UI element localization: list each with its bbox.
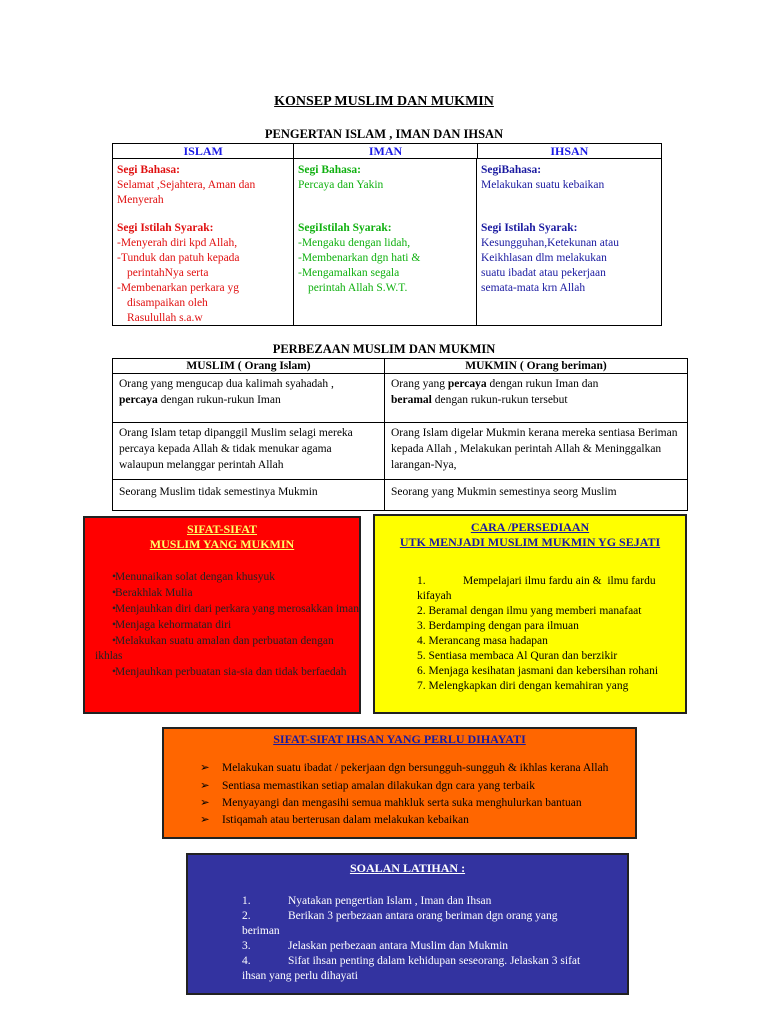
cell-text: dengan rukun Iman dan [486,378,599,390]
list-item: 3. Jelaskan perbezaan antara Muslim dan Mukmin [242,940,509,952]
soalan-latihan-box [186,853,629,995]
arrow-bullet-icon: ➢ [200,797,210,809]
cell-text: Orang yang [391,378,448,390]
iman-istilah-label: SegiIstilah Syarak: [298,222,392,234]
islam-bahasa-label: Segi Bahasa: [117,164,180,176]
table-row [113,423,687,480]
list-item: ➢ Menyayangi dan mengasihi semua mahkluk serta suka menghulurkan bantuan [200,797,582,809]
iman-istilah-line: -Mengaku dengan lidah, [298,237,411,249]
islam-istilah-line: Rasulullah s.a.w [127,312,203,324]
islam-bahasa-text: Selamat ,Sejahtera, Aman dan Menyerah [117,179,256,206]
list-item: 4. Sifat ihsan penting dalam kehidupan seseorang. Jelaskan 3 sifat ihsan yang perlu dihayati [242,955,581,982]
sifat-box-heading: MUSLIM YANG MUKMIN [149,537,295,551]
ihsan-istilah-line: semata-mata krn Allah [481,282,586,294]
pengertian-table-header [113,144,661,159]
islam-istilah-line: disampaikan oleh [127,297,208,309]
list-item: 3. Berdamping dengan para ilmuan [417,620,579,632]
table-row [113,480,687,510]
header-iman: IMAN [294,144,477,158]
cell-text-bold: percaya [119,394,158,406]
table-cell [385,374,687,422]
ihsan-list [164,761,635,828]
islam-istilah-line: -Membenarkan perkara yg [117,282,239,294]
page-title: KONSEP MUSLIM DAN MUKMIN [274,94,494,109]
bullet-icon: • [112,603,117,615]
sifat-box-heading: SIFAT-SIFAT [186,522,258,536]
arrow-bullet-icon: ➢ [200,814,210,826]
ihsan-bahasa-label: SegiBahasa: [481,164,542,176]
list-item: 5. Sentiasa membaca Al Quran dan berzikir [417,650,618,662]
header-ihsan: IHSAN [550,144,589,158]
cell-text: Orang yang mengucap dua kalimah syahadah , [119,378,334,390]
ihsan-bahasa-text: Melakukan suatu kebaikan [481,179,605,191]
table-cell: Seorang yang Mukmin semestinya seorg Muslim [391,486,617,498]
islam-cell [113,159,294,325]
list-item: • Menjaga kehormatan diri [112,619,232,631]
cara-box-heading: UTK MENJADI MUSLIM MUKMIN YG SEJATI [399,535,661,549]
bullet-icon: • [112,571,117,583]
list-item: 6. Menjaga kesihatan jasmani dan kebersihan rohani [417,665,659,677]
islam-istilah-line: perintahNya serta [127,267,209,279]
section-title-perbezaan: PERBEZAAN MUSLIM DAN MUKMIN [272,342,496,356]
list-item: • Berakhlak Mulia [112,587,193,599]
list-item: 1. Mempelajari ilmu fardu ain & ilmu fardu kifayah [417,575,659,602]
sifat-muslim-mukmin-box [83,516,361,714]
ihsan-istilah-line: suatu ibadat atau pekerjaan [481,267,606,279]
bullet-icon: • [112,635,117,647]
iman-cell [294,159,477,325]
bullet-icon: • [112,619,117,631]
table-cell [113,374,385,422]
sifat-list [85,570,359,680]
iman-bahasa-label: Segi Bahasa: [298,164,361,176]
islam-istilah-line: -Tunduk dan patuh kepada [117,252,240,264]
pengertian-table [112,143,662,326]
islam-istilah-line: -Menyerah diri kpd Allah, [117,237,238,249]
cara-persediaan-box [373,514,687,714]
list-item: • Menjauhkan perbuatan sia-sia dan tidak berfaedah [112,666,347,678]
cara-list [375,574,685,694]
iman-bahasa-text: Percaya dan Yakin [298,179,384,191]
header-muslim: MUSLIM ( Orang Islam) [113,359,385,373]
section-title-pengertian: PENGERTAN ISLAM , IMAN DAN IHSAN [264,127,504,141]
list-item: 2. Berikan 3 perbezaan antara orang beriman dgn orang yang beriman [242,910,558,937]
perbezaan-table-header [113,359,687,374]
ihsan-istilah-label: Segi Istilah Syarak: [481,222,578,234]
list-item: 2. Beramal dengan ilmu yang memberi manafaat [417,605,642,617]
list-item: 7. Melengkapkan diri dengan kemahiran yang [417,680,629,692]
table-row [113,374,687,423]
arrow-bullet-icon: ➢ [200,762,210,774]
islam-istilah-label: Segi Istilah Syarak: [117,222,214,234]
list-item: 4. Merancang masa hadapan [417,635,548,647]
ihsan-istilah-line: Keikhlasan dlm melakukan [481,252,607,264]
cell-text: dengan rukun-rukun Iman [157,394,281,406]
table-cell: Orang Islam digelar Mukmin kerana mereka sentiasa Beriman kepada Allah , Melakukan perintah Allah & Meninggalkan larangan-Nya, [391,427,678,471]
cell-text-bold: percaya [447,378,487,390]
iman-istilah-line: perintah Allah S.W.T. [308,282,408,294]
list-item: 1. Nyatakan pengertian Islam , Iman dan Ihsan [242,895,492,907]
table-cell: Orang Islam tetap dipanggil Muslim selagi mereka percaya kepada Allah & tidak menukar agama walaupun melanggar perintah Allah [113,423,385,479]
arrow-bullet-icon: ➢ [200,780,210,792]
list-item: • Menunaikan solat dengan khusyuk [112,571,276,583]
header-mukmin: MUKMIN ( Orang beriman) [465,360,607,372]
cara-box-heading: CARA /PERSEDIAAN [470,520,590,534]
iman-istilah-line: -Mengamalkan segala [298,267,400,279]
iman-istilah-line: -Membenarkan dgn hati & [298,252,421,264]
soalan-box-heading: SOALAN LATIHAN : [349,861,466,875]
header-islam: ISLAM [113,144,294,158]
list-item: ➢ Melakukan suatu ibadat / pekerjaan dgn bersungguh-sungguh & ikhlas kerana Allah [200,762,609,774]
perbezaan-table [112,358,688,511]
list-item: ➢ Sentiasa memastikan setiap amalan dilakukan dgn cara yang terbaik [200,780,535,792]
cell-text: dengan rukun-rukun tersebut [431,394,568,406]
bullet-icon: • [112,587,117,599]
soalan-list [188,894,627,984]
ihsan-istilah-line: Kesungguhan,Ketekunan atau [481,237,619,249]
table-cell: Seorang Muslim tidak semestinya Mukmin [113,480,385,510]
ihsan-cell [477,159,661,325]
list-item: ➢ Istiqamah atau berterusan dalam melakukan kebaikan [200,814,469,826]
list-item: • Menjauhkan diri dari perkara yang merosakkan iman [112,603,359,615]
ihsan-box-heading: SIFAT-SIFAT IHSAN YANG PERLU DIHAYATI [273,732,526,746]
sifat-ihsan-box [162,727,637,839]
list-item: • Melakukan suatu amalan dan perbuatan dengan ikhlas [95,635,334,662]
cell-text-bold: beramal [391,394,432,406]
bullet-icon: • [112,666,117,678]
